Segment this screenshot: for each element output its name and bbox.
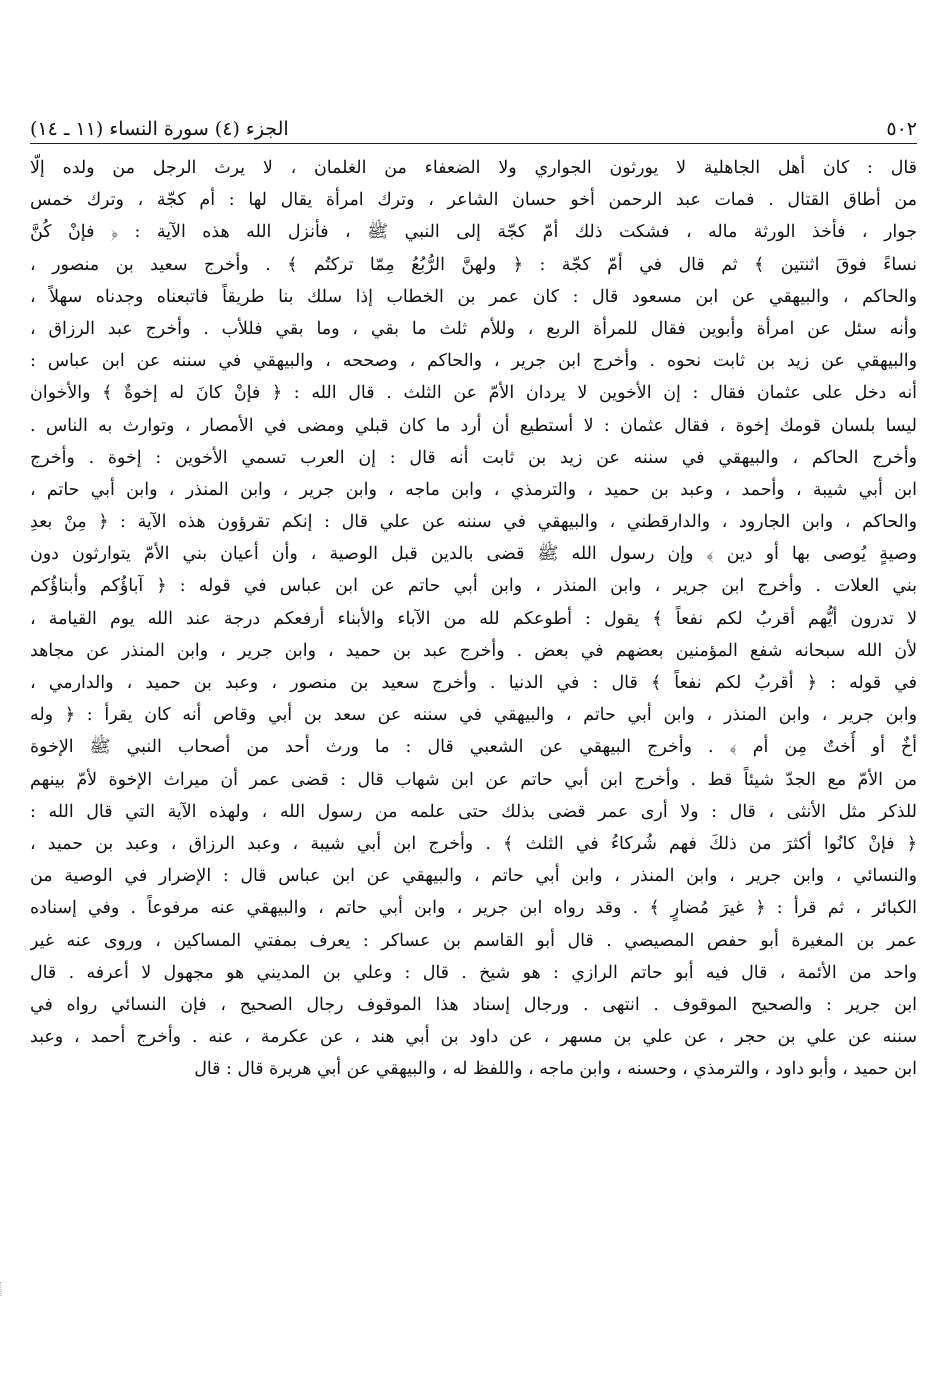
text-line: ابن جرير : والصحيح الموقوف . انتهى . ورجال إسناد هذا الموقوف رجال الصحيح ، فإن النسائي رواه في [30, 994, 917, 1015]
text-body [30, 152, 917, 1085]
text-line: جوار ، فأخذ الورثة ماله ، فشكت ذلك أمّ كجّة إلى النبي ﷺ ، فأنزل الله هذه الآية : ﴿ فإنْ كُنَّ [30, 222, 917, 243]
header-rule [30, 143, 917, 144]
text-line: ابن حميد ، وأبو داود ، والترمذي ، وحسنه ، وابن ماجه ، واللفظ له ، والبيهقي عن أبي هريرة قال : قال [194, 1059, 917, 1080]
text-line: ابن أبي شيبة ، وأحمد ، وعبد بن حميد ، والترمذي ، وابن ماجه ، وابن جرير ، وابن المنذر ، وابن أبي حاتم ، [30, 479, 917, 500]
text-line: ﴿ فإنْ كانُوا أكثرَ من ذلكَ فهم شُركاءُ في الثلث ﴾ . وأخرج ابن أبي شيبة ، وعبد الرزاق ، وعبد بن حميد ، [30, 833, 917, 854]
text-line: من الأمّ مع الجدّ شيئاً قط . وأخرج ابن أبي حاتم عن ابن شهاب قال : قضى عمر أن ميراث الإخوة لأمّ بينهم [30, 769, 917, 790]
text-line: والحاكم ، والبيهقي عن ابن مسعود قال : كان عمر بن الخطاب إذا سلك بنا طريقاً فاتبعناه وجدناه سهلاً ، [30, 286, 917, 307]
text-line: لأن الله سبحانه شفع المؤمنين بعضهم في بعض . وأخرج عبد بن حميد ، وابن جرير ، وابن المنذر عن مجاهد [30, 640, 917, 661]
text-line: وأنه سئل عن امرأة وأبوين فقال للمرأة الربع ، وللأم ثلث ما بقي ، وما بقي فللأب . وأخرج عبد الرزاق ، [30, 318, 917, 339]
text-line: أخٌ أو أُختٌ مِن أم ﴾ . وأخرج البيهقي عن الشعبي قال : ما ورث أحد من أصحاب النبي ﷺ الإخوة [30, 737, 917, 758]
text-line: عمر بن المغيرة أبو حفص المصيصي . قال أبو القاسم بن عساكر : يعرف بمفتي المساكين ، وروى عنه غير [30, 930, 917, 951]
running-title: الجزء (٤) سورة النساء (١١ ـ ١٤) [30, 118, 289, 140]
text-line: وابن جرير ، وابن المنذر ، وابن أبي حاتم ، والبيهقي في سننه عن سعد بن أبي وقاص أنه كان يقرأ : ﴿ وله [30, 705, 917, 726]
text-line: أنه دخل على عثمان فقال : إن الأخوين لا يردان الأمّ عن الثلث . قال الله : ﴿ فإنْ كانَ له إخوةٌ ﴾ والأخوان [30, 383, 917, 404]
text-line: والنسائي ، وابن جرير ، وابن المنذر ، وابن أبي حاتم ، والبيهقي عن ابن عباس قال : الإضرار في الوصية من [30, 866, 917, 887]
text-line: بني العلات . وأخرج ابن جرير ، وابن المنذر ، وابن أبي حاتم عن ابن عباس في قوله : ﴿ آباؤُكم وأبناؤُكم [30, 576, 917, 597]
text-line: وصيةٍ يُوصى بها أو دين ﴾ وإن رسول الله ﷺ قضى بالدين قبل الوصية ، وأن أعيان بني الأمّ يتوارثون دون [30, 544, 917, 565]
text-line: سننه عن علي بن حجر ، عن علي بن مسهر ، عن داود بن أبي هند ، عن عكرمة ، عنه . وأخرج أحمد ، وعبد [30, 1027, 917, 1048]
text-line: لا تدرون أيُّهم أقربُ لكم نفعاً ﴾ يقول : أطوعكم لله من الآباء والأبناء أرفعكم درجة عند الله يوم القيامة ، [30, 608, 917, 629]
text-line: واحد من الأئمة ، قال فيه أبو حاتم الرازي : هو شيخ . قال : وعلي بن المديني هو مجهول لا أعرفه . قال [30, 962, 917, 983]
text-line: من أطاق القتال . فمات عبد الرحمن أخو حسان الشاعر ، وترك امرأة يقال لها : أم كجّة ، وترك خمس [30, 190, 917, 211]
text-line: نساءً فوقَ اثنتين ﴾ ثم قال في أمّ كجّة : ﴿ ولهنَّ الرُّبُعُ مِمّا تركتُم ﴾ . وأخرج سعيد بن منصور ، [30, 254, 917, 275]
text-line: والحاكم ، وابن الجارود ، والدارقطني ، والبيهقي في سننه عن علي قال : إنكم تقرؤون هذه الآية : ﴿ مِنْ بعدِ [30, 512, 917, 533]
text-line: قال : كان أهل الجاهلية لا يورثون الجواري ولا الضعفاء من الغلمان ، لا يرث الرجل من ولده إلّا [30, 158, 917, 178]
page-header [30, 92, 917, 144]
text-line: وأخرج الحاكم ، والبيهقي في سننه عن زيد بن ثابت أنه قال : إن العرب تسمي الأخوين : إخوة . وأخرج [30, 447, 917, 468]
scan-edge-mark [0, 1282, 13, 1296]
text-line: ليسا بلسان قومك إخوة ، فقال عثمان : لا أستطيع أن أرد ما كان قبلي ومضى في الأمصار ، وتوارث به الناس . [30, 415, 917, 436]
text-line: والبيهقي عن زيد بن ثابت نحوه . وأخرج ابن جرير ، والحاكم ، وصححه ، والبيهقي في سننه عن ابن عباس : [30, 351, 917, 372]
text-line: الكبائر ، ثم قرأ : ﴿ غيرَ مُضارٍ ﴾ . وقد رواه ابن جرير ، وابن أبي حاتم ، والبيهقي عنه مرفوعاً . وفي إسناده [30, 898, 917, 919]
page-number: ٥٠٢ [886, 118, 917, 140]
text-line: في قوله : ﴿ أقربُ لكم نفعاً ﴾ قال : في الدنيا . وأخرج سعيد بن منصور ، وعبد بن حميد ، والدارمي ، [30, 673, 917, 693]
text-line: للذكر مثل الأنثى ، قال : ولا أرى عمر قضى بذلك حتى علمه من رسول الله ، ولهذه الآية التي قال الله : [30, 801, 917, 822]
